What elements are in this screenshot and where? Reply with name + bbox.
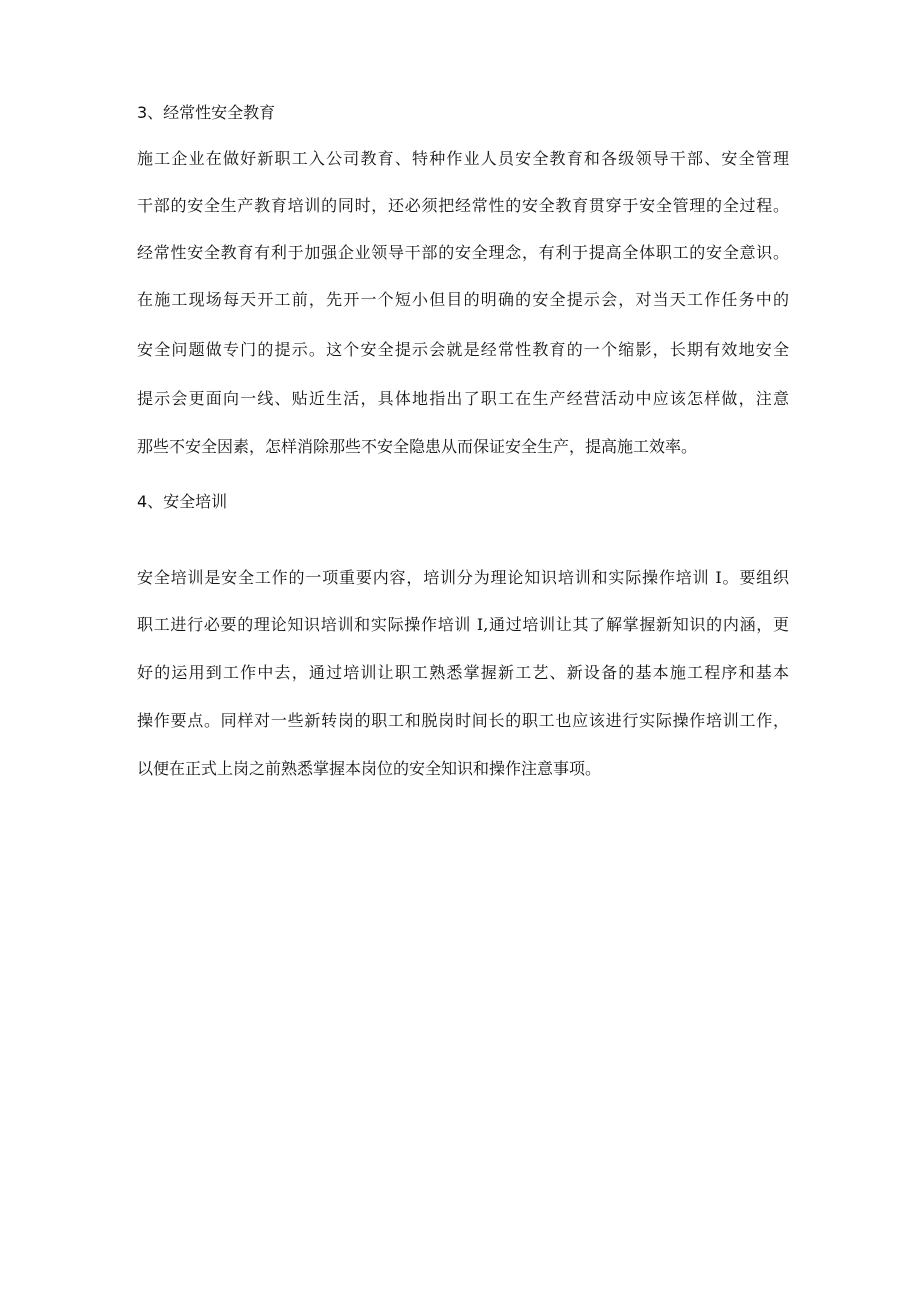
section-4-line-5: 以便在正式上岗之前熟悉掌握本岗位的安全知识和操作注意事项。 bbox=[137, 759, 602, 778]
section-3-line-7: 那些不安全因素，怎样消除那些不安全隐患从而保证安全生产，提高施工效率。 bbox=[137, 437, 698, 456]
section-3-line-1: 施工企业在做好新职工入公司教育、特种作业人员安全教育和各级领导干部、安全管理 bbox=[137, 149, 789, 168]
section-3-line-5: 安全问题做专门的提示。这个安全提示会就是经常性教育的一个缩影，长期有效地安全 bbox=[137, 340, 789, 359]
section-4-line-4: 操作要点。同样对一些新转岗的职工和脱岗时间长的职工也应该进行实际操作培训工作， bbox=[137, 711, 789, 730]
section-3-heading: 3、经常性安全教育 bbox=[137, 103, 276, 122]
section-4-line-1: 安全培训是安全工作的一项重要内容，培训分为理论知识培训和实际操作培训 I。要组织 bbox=[137, 568, 789, 587]
section-3-line-4: 在施工现场每天开工前，先开一个短小但目的明确的安全提示会，对当天工作任务中的 bbox=[137, 290, 789, 309]
section-4-heading: 4、安全培训 bbox=[137, 492, 228, 511]
section-3-line-6: 提示会更面向一线、贴近生活，具体地指出了职工在生产经营活动中应该怎样做，注意 bbox=[137, 389, 789, 408]
section-3-line-3: 经常性安全教育有利于加强企业领导干部的安全理念，有利于提高全体职工的安全意识。 bbox=[137, 243, 789, 262]
section-3-line-2: 干部的安全生产教育培训的同时，还必须把经常性的安全教育贯穿于安全管理的全过程。 bbox=[137, 196, 789, 215]
section-4-line-2: 职工进行必要的理论知识培训和实际操作培训 I,通过培训让其了解掌握新知识的内涵，更 bbox=[137, 615, 789, 634]
section-4-line-3: 好的运用到工作中去，通过培训让职工熟悉掌握新工艺、新设备的基本施工程序和基本 bbox=[137, 663, 789, 682]
